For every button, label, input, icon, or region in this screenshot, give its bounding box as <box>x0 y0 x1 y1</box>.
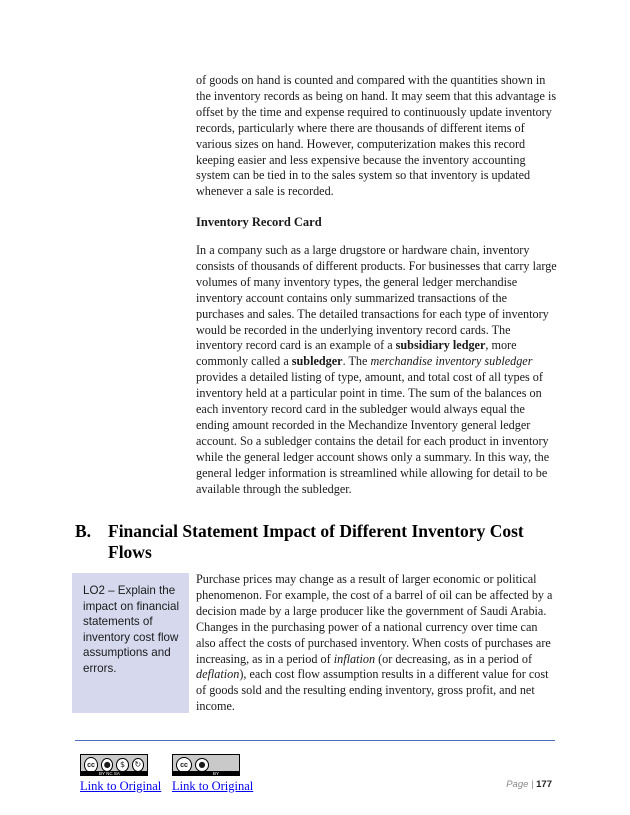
paragraph-continued: of goods on hand is counted and compared with the quantities shown in the inventory records as being on hand. It may seem that this advantage is offset by the time and expense required to continuously update inventory records, particularly where there are thousands of different items of various sizes on hand. However, computerization makes this record keeping easier and less expensive because the inventory accounting system can be tied in to the sales system so that inventory is updated whenever a sale is recorded. <box>196 73 557 199</box>
page-number <box>506 779 552 790</box>
term-deflation: deflation <box>196 667 240 682</box>
cc-icon: cc <box>84 757 98 773</box>
footer-divider <box>75 740 555 741</box>
cc-by-badge[interactable] <box>172 754 240 776</box>
sub-heading-inventory-record-card: Inventory Record Card <box>196 215 322 229</box>
term-subsidiary-ledger: subsidiary ledger <box>395 338 486 353</box>
no-dollar-icon: $ <box>116 758 128 772</box>
text-span: Purchase prices may change as a result of larger economic or political phenomenon. For example, the cost of a barrel of oil can be affected by a decision made by a large producer like the government of Saudi Arabia. Changes in the purchasing power of a national currency over time can also affect the costs of purchased inventory. When costs of purchases are increasing, as in a period of <box>196 572 553 666</box>
text-span: . The <box>342 354 371 369</box>
text-span: (or decreasing, as in a period of <box>375 651 533 666</box>
badge-bar <box>173 771 239 776</box>
share-alike-icon: ↻ <box>132 758 144 772</box>
section-title: Financial Statement Impact of Different Inventory Cost Flows <box>108 521 524 562</box>
person-icon: ● <box>101 758 113 772</box>
learning-objective-box: LO2 – Explain the impact on financial statements of inventory cost flow assumptions and errors. <box>72 573 189 713</box>
term-subledger: subledger <box>291 354 343 369</box>
page-number-value: 177 <box>536 779 552 790</box>
text-span: In a company such as a large drugstore or hardware chain, inventory consists of thousands of different products. For businesses that carry large volumes of many inventory types, the general ledger merchandise inventory account contains only summarized transactions of the purchases and sales. The detailed transactions for each type of inventory would be recorded in the underlying inventory record cards. The inventory record card is an example of a <box>196 243 557 353</box>
page-label: Page | <box>506 779 534 790</box>
text-span: , more commonly called a <box>196 338 517 369</box>
link-to-original-1[interactable]: Link to Original <box>80 779 162 793</box>
paragraph-cost-flows <box>196 572 558 715</box>
person-icon: ● <box>195 758 209 772</box>
license-labels: BY <box>213 771 220 776</box>
term-inflation: inflation <box>333 651 376 666</box>
license-labels: BY NC SA <box>99 771 120 776</box>
cc-icon: cc <box>176 757 192 773</box>
paragraph-inventory-record-card <box>196 243 558 498</box>
term-merchandise-inventory-subledger: merchandise inventory subledger <box>370 354 533 369</box>
text-span: ), each cost flow assumption results in a different value for cost of goods sold and the resulting ending inventory, gross profit, and net income. <box>196 667 549 714</box>
text-span: provides a detailed listing of type, amount, and total cost of all types of inventory held at a particular point in time. The sum of the balances on each inventory record card in the subledger would always equal the ending amount recorded in the Mechandize Inventory general ledger account. So a subledger contains the detail for each product in inventory while the general ledger account shows only a summary. In this way, the general ledger information is streamlined while allowing for detail to be available through the subledger. <box>196 370 550 496</box>
cc-by-nc-sa-badge[interactable] <box>80 754 148 776</box>
section-letter: B. <box>75 521 92 541</box>
link-to-original-2[interactable]: Link to Original <box>172 779 254 793</box>
